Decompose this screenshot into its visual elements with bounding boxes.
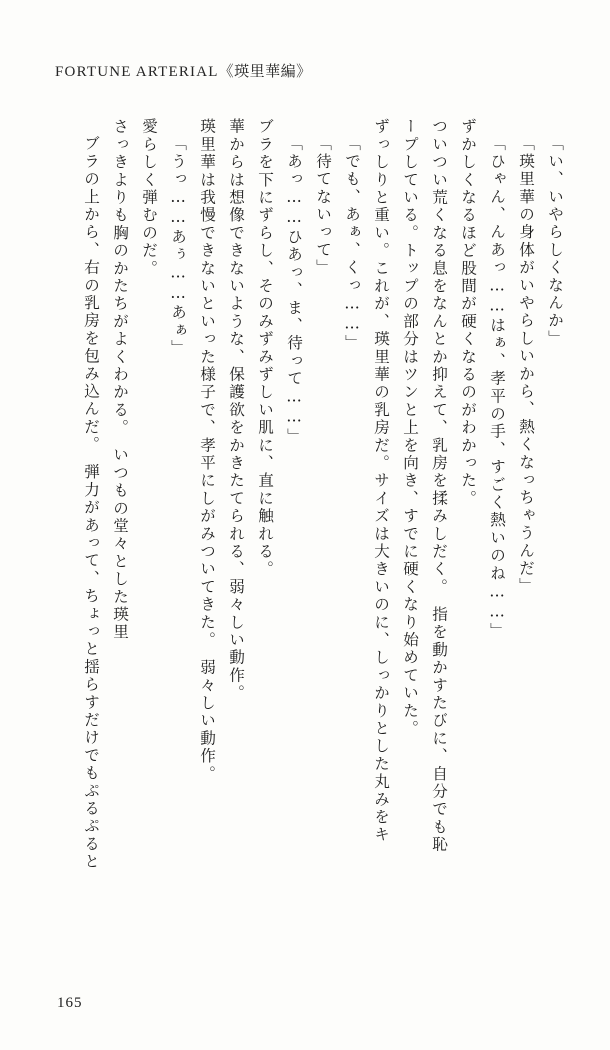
text-column: ブラを下にずらし、そのみずみずしい肌に、直に触れる。 [256, 118, 274, 579]
text-column: 「待てないって」 [314, 135, 332, 277]
text-column: ついつい荒くなる息をなんとか抑えて、乳房を揉みしだく。 指を動かすたびに、自分でも恥 [430, 118, 448, 854]
text-column: 「うっ……あぅ……あぁ」 [169, 135, 187, 357]
text-column: 「い、いやらしくなんか」 [546, 135, 564, 348]
running-header-chapter: 《瑛里華編》 [218, 62, 312, 80]
text-column: 「でも、あぁ、くっ……」 [343, 135, 361, 353]
text-column: ずかしくなるほど股間が硬くなるのがわかった。 [459, 118, 477, 508]
text-column: 「あっ……ひあっ、ま、待って……」 [285, 135, 303, 446]
running-header-series: FORTUNE ARTERIAL [55, 64, 219, 80]
text-column: 瑛里華は我慢できないといった様子で、孝平にしがみついてきた。 弱々しい動作。 [198, 118, 216, 783]
page-number: 165 [57, 995, 83, 1011]
text-column: 華からは想像できないような、保護欲をかきたてられる、弱々しい動作。 [227, 118, 245, 703]
text-column: 「ひゃん、んあっ……はぁ、孝平の手、すごく熱いのね……」 [488, 135, 506, 641]
text-column: ブラの上から、右の乳房を包み込んだ。 弾力があって、ちょっと揺らすだけでもぷるぷると [82, 135, 100, 871]
text-column: ずっしりと重い。これが、瑛里華の乳房だ。サイズは大きいのに、しっかりとした丸みをキ [372, 118, 390, 844]
text-column: さっきよりも胸のかたちがよくわかる。 いつもの堂々とした瑛里 [111, 118, 129, 642]
body-text [69, 118, 562, 998]
text-column: ープしている。トップの部分はツンと上を向き、すでに硬くなり始めていた。 [401, 118, 419, 738]
text-column: 愛らしく弾むのだ。 [140, 118, 158, 278]
running-header [55, 60, 312, 81]
text-column: 「瑛里華の身体がいやらしいから、熱くなっちゃうんだ」 [517, 135, 535, 596]
